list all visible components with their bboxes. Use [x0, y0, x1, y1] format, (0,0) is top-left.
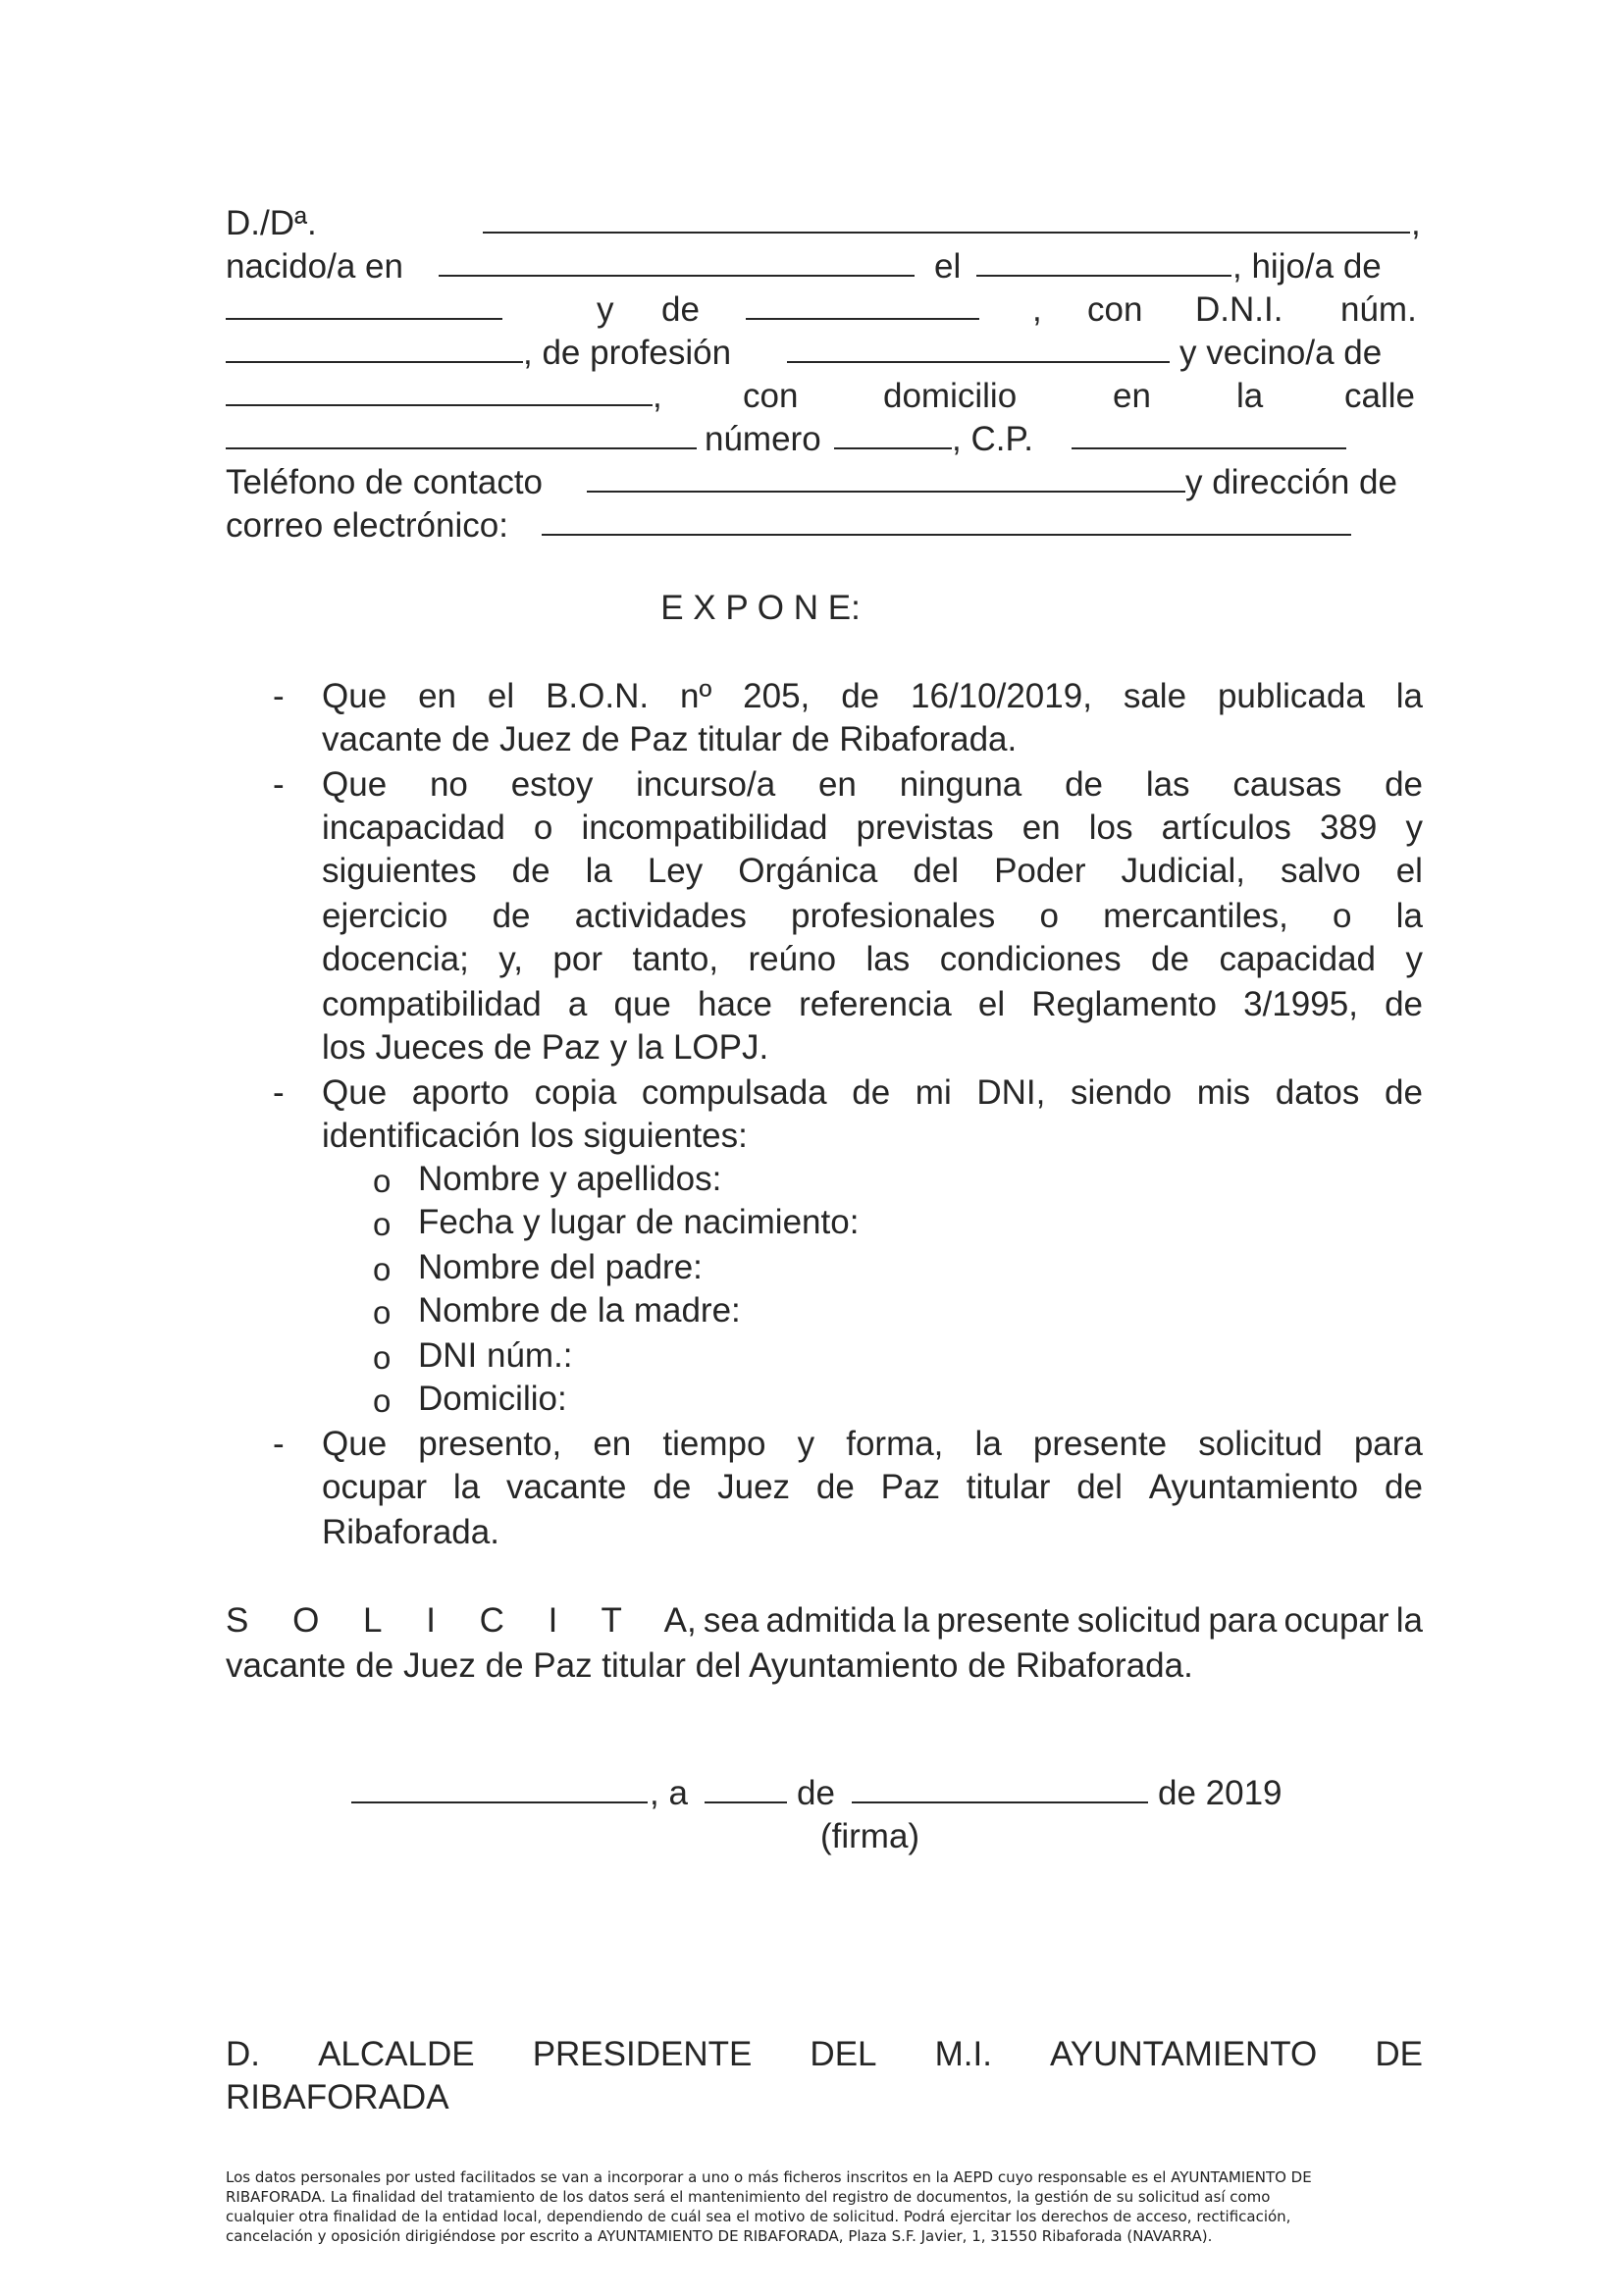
word: de [1065, 765, 1104, 804]
sub-bullet-circle-icon: o [373, 1339, 392, 1376]
word: las [1145, 765, 1190, 804]
profession-field[interactable] [787, 332, 1170, 363]
word: de [653, 1468, 692, 1506]
form-line-name [226, 202, 1423, 245]
word: en [593, 1425, 632, 1463]
word: para [1353, 1425, 1423, 1463]
num-label: núm. [1340, 290, 1417, 329]
signature-label: (firma) [820, 1817, 920, 1855]
word: de [1151, 940, 1189, 978]
child-of-label: , hijo/a de [1232, 247, 1382, 286]
word: AYUNTAMIENTO [1050, 2035, 1318, 2073]
word: 389 [1319, 809, 1378, 847]
resident-label: y vecino/a de [1179, 334, 1383, 372]
id-field-birth: Fecha y lugar de nacimiento: [418, 1203, 860, 1241]
comma: , [653, 377, 662, 415]
father-field[interactable] [226, 288, 502, 320]
word: o [1039, 897, 1059, 935]
word: las [865, 940, 911, 978]
word: compulsada [641, 1073, 827, 1112]
date-de-label: de [797, 1774, 835, 1812]
word: D. [226, 2035, 260, 2073]
word: en [418, 677, 456, 715]
word: reúno [748, 940, 837, 978]
expone-item-1-line-2: vacante de Juez de Paz titular de Ribaforada. [322, 720, 1018, 758]
sub-bullet-circle-icon: o [373, 1383, 392, 1419]
word: mis [1196, 1073, 1251, 1112]
expone-heading: E X P O N E: [660, 589, 861, 627]
profession-label: , de profesión [523, 334, 732, 372]
word: publicada [1217, 677, 1365, 715]
bullet-dash: - [273, 765, 285, 804]
word: estoy [510, 765, 594, 804]
and-label: y [597, 290, 614, 329]
month-field[interactable] [852, 1772, 1148, 1803]
word: ALCALDE [318, 2035, 475, 2073]
word: presente [936, 1601, 1071, 1640]
word: Juez [717, 1468, 791, 1506]
word: aporto [411, 1073, 510, 1112]
email-label: correo electrónico: [226, 506, 508, 545]
word: DEL [810, 2035, 877, 2073]
dni-field[interactable] [226, 332, 523, 363]
id-field-name: Nombre y apellidos: [418, 1160, 722, 1198]
word: de [852, 1073, 891, 1112]
word: de [1385, 765, 1423, 804]
word: el [487, 677, 515, 715]
born-in-label: nacido/a en [226, 247, 403, 286]
word: de [841, 677, 880, 715]
the-label: la [1236, 377, 1264, 415]
date-a-label: , a [650, 1774, 688, 1812]
street-field[interactable] [226, 418, 697, 449]
phone-field[interactable] [587, 461, 1185, 493]
word: tiempo [662, 1425, 766, 1463]
word: nº [680, 677, 712, 715]
word: Que [322, 765, 388, 804]
word: Poder [994, 852, 1086, 890]
word: Orgánica [738, 852, 878, 890]
word: ocupar [1283, 1601, 1389, 1640]
comma: , [1032, 290, 1042, 329]
number-field[interactable] [834, 418, 952, 449]
place-field[interactable] [351, 1772, 648, 1803]
id-field-father: Nombre del padre: [418, 1248, 703, 1286]
postal-code-field[interactable] [1072, 418, 1346, 449]
word: solicitud [1076, 1601, 1202, 1640]
id-field-domicile: Domicilio: [418, 1380, 567, 1418]
addressee-line-2: RIBAFORADA [226, 2078, 449, 2116]
word: el [977, 985, 1006, 1023]
word: siguientes [322, 852, 477, 890]
expone-item-2-line-1 [322, 763, 1423, 807]
privacy-notice-line-2: RIBAFORADA. La finalidad del tratamiento de los datos será el mantenimiento del registro de documentos, la gestión de su solicitud así como [226, 2188, 1271, 2206]
with-label: con [1087, 290, 1143, 329]
word: salvo [1280, 852, 1361, 890]
expone-item-4-line-2 [322, 1466, 1423, 1509]
privacy-notice-line-4: cancelación y oposición dirigiéndose por escrito a AYUNTAMIENTO DE RIBAFORADA, Plaza S.F. Javier, 1, 31550 Ribaforada (NAVARRA). [226, 2227, 1213, 2245]
word: la [1395, 677, 1423, 715]
word: Reglamento [1031, 985, 1217, 1023]
word: hace [698, 985, 772, 1023]
word: del [913, 852, 960, 890]
word: no [429, 765, 468, 804]
word: referencia [799, 985, 952, 1023]
word: 16/10/2019, [911, 677, 1092, 715]
word: la [452, 1468, 481, 1506]
word: previstas [856, 809, 994, 847]
word: del [1076, 1468, 1123, 1506]
word: docencia; [322, 940, 469, 978]
solicita-line-1 [226, 1599, 1423, 1643]
with-label: con [743, 377, 799, 415]
word: incurso/a [636, 765, 776, 804]
domicile-label: domicilio [883, 377, 1018, 415]
word: y, [498, 940, 523, 978]
expone-item-4-line-1 [322, 1423, 1423, 1466]
word: admitida [765, 1601, 896, 1640]
word: incompatibilidad [581, 809, 828, 847]
word: tanto, [632, 940, 719, 978]
word: Que [322, 1425, 388, 1463]
town-field[interactable] [226, 375, 653, 406]
word: Ayuntamiento [1148, 1468, 1359, 1506]
day-field[interactable] [705, 1772, 787, 1803]
word: la [974, 1425, 1002, 1463]
mother-field[interactable] [746, 288, 979, 320]
email-intro-label: y dirección de [1185, 463, 1397, 501]
word: DNI, [976, 1073, 1046, 1112]
word: de [492, 897, 531, 935]
word: en [817, 765, 857, 804]
word: presento, [418, 1425, 562, 1463]
privacy-notice-line-1: Los datos personales por usted facilitados se van a incorporar a uno o más ficheros inscritos en la AEPD cuyo responsable es el AYUNTAMIENTO DE [226, 2168, 1312, 2186]
id-field-dni: DNI núm.: [418, 1336, 573, 1375]
word: compatibilidad [322, 985, 542, 1023]
word: en [1021, 809, 1061, 847]
expone-item-2-line-6 [322, 983, 1423, 1026]
word: actividades [574, 897, 747, 935]
word: forma, [846, 1425, 944, 1463]
word: para [1208, 1601, 1278, 1640]
form-line-phone [226, 461, 1423, 504]
word: la [585, 852, 612, 890]
word: ocupar [322, 1468, 428, 1506]
word: por [552, 940, 602, 978]
dni-label: D.N.I. [1195, 290, 1283, 329]
expone-item-2-line-4 [322, 895, 1423, 938]
in-label: en [1113, 377, 1151, 415]
expone-item-4-line-3: Ribaforada. [322, 1513, 499, 1551]
solicita-line-2: vacante de Juez de Paz titular del Ayuntamiento de Ribaforada. [226, 1646, 1193, 1685]
bullet-dash: - [273, 1073, 285, 1112]
date-label: el [934, 247, 962, 286]
sub-bullet-circle-icon: o [373, 1163, 392, 1199]
word: profesionales [791, 897, 996, 935]
phone-label: Teléfono de contacto [226, 463, 544, 501]
word: titular [966, 1468, 1051, 1506]
word: capacidad [1219, 940, 1377, 978]
word: Paz [880, 1468, 940, 1506]
sub-bullet-circle-icon: o [373, 1251, 392, 1287]
word: Que [322, 677, 388, 715]
word: Judicial, [1121, 852, 1245, 890]
sub-bullet-circle-icon: o [373, 1206, 392, 1242]
word: incapacidad [322, 809, 505, 847]
word: artículos [1161, 809, 1291, 847]
word: el [1395, 852, 1423, 890]
word: siendo [1070, 1073, 1173, 1112]
postal-code-label: , C.P. [952, 420, 1034, 458]
year-label: de 2019 [1158, 1774, 1283, 1812]
email-field[interactable] [542, 504, 1351, 536]
expone-item-2-line-3 [322, 850, 1423, 893]
word: que [613, 985, 671, 1023]
word: sale [1123, 677, 1187, 715]
word: de [1384, 1468, 1423, 1506]
expone-item-3-line-2: identificación los siguientes: [322, 1117, 748, 1155]
word: mercantiles, [1103, 897, 1288, 935]
expone-item-1-line-1 [322, 675, 1423, 718]
word: a [567, 985, 588, 1023]
number-label: número [705, 420, 821, 458]
word: 205, [743, 677, 811, 715]
word: de [511, 852, 550, 890]
word: presente [1032, 1425, 1168, 1463]
word: ejercicio [322, 897, 448, 935]
addressee-line-1 [226, 2033, 1423, 2076]
privacy-notice-line-3: cualquier otra finalidad de la entidad local, dependiendo de cuál sea el motivo de solicitud. Podrá ejercitar los derechos de acceso, rectificación, [226, 2208, 1291, 2225]
word: de [815, 1468, 855, 1506]
word: y [1405, 940, 1423, 978]
form-line-birth [226, 245, 1423, 288]
word: la [1395, 897, 1423, 935]
birthplace-field[interactable] [439, 245, 915, 277]
street-label: calle [1344, 377, 1415, 415]
word: mi [915, 1073, 952, 1112]
expone-item-2-line-7: los Jueces de Paz y la LOPJ. [322, 1028, 769, 1067]
word: vacante [505, 1468, 627, 1506]
comma: , [1411, 204, 1421, 242]
sub-bullet-circle-icon: o [373, 1294, 392, 1331]
birthdate-field[interactable] [976, 245, 1231, 277]
word: B.O.N. [546, 677, 650, 715]
word: de [1384, 1073, 1423, 1112]
word: sea [703, 1601, 759, 1640]
word: y [797, 1425, 815, 1463]
word: Ley [647, 852, 704, 890]
id-field-mother: Nombre de la madre: [418, 1291, 741, 1330]
word: condiciones [939, 940, 1122, 978]
word: y [1405, 809, 1423, 847]
of-label: de [661, 290, 700, 329]
word: causas [1232, 765, 1342, 804]
word: solicitud [1198, 1425, 1323, 1463]
word: de [1385, 985, 1423, 1023]
word: ninguna [899, 765, 1022, 804]
title-prefix: D./Dª. [226, 204, 317, 242]
bullet-dash: - [273, 677, 285, 715]
word: la [902, 1601, 930, 1640]
word: 3/1995, [1243, 985, 1358, 1023]
word: la [1395, 1601, 1423, 1640]
form-line-email [226, 504, 1423, 548]
expone-item-3-line-1 [322, 1071, 1423, 1115]
expone-item-2-line-2 [322, 807, 1423, 850]
word: Que [322, 1073, 388, 1112]
expone-item-2-line-5 [322, 938, 1423, 981]
word: copia [534, 1073, 617, 1112]
word: o [533, 809, 553, 847]
word: DE [1375, 2035, 1423, 2073]
name-field[interactable] [483, 202, 1410, 234]
word: datos [1275, 1073, 1360, 1112]
solicita-keyword: S O L I C I T A, [226, 1601, 697, 1640]
word: o [1333, 897, 1352, 935]
bullet-dash: - [273, 1425, 285, 1463]
word: M.I. [934, 2035, 992, 2073]
word: PRESIDENTE [532, 2035, 753, 2073]
word: los [1088, 809, 1133, 847]
